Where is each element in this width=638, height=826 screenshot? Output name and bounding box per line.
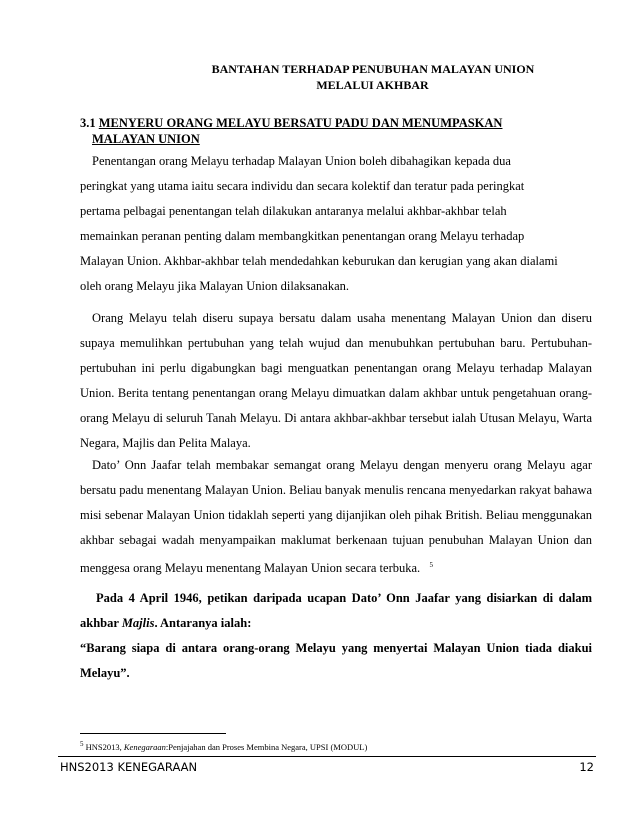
paragraph-2-line: Negara, Majlis dan Pelita Malaya. [80,436,251,450]
quote-line-1: “Barang siapa di antara orang-orang Melayu yang menyertai Malayan Union tiada diakui [80,641,592,655]
paragraph-2-line: orang Melayu di seluruh Tanah Melayu. Di antara akhbar-akhbar tersebut ialah Utusan Melayu, Warta [80,411,592,425]
paragraph-3-line: akhbar sebagai wadah menyampaikan maklumat berkenaan tujuan penubuhan Malayan Union dan [80,533,592,547]
paragraph-3 [80,453,592,578]
paragraph-3-last-text: menggesa orang Melayu menentang Malayan Union secara terbuka. [80,561,421,576]
paragraph-1-line: peringkat yang utama iaitu secara individu dan secara kolektif dan teratur pada peringkat [80,179,525,193]
paragraph-2-line: supaya memulihkan pertubuhan yang telah wujud dan menubuhkan pertubuhan baru. Pertubuhan- [80,336,592,350]
title-line-1: BANTAHAN TERHADAP PENUBUHAN MALAYAN UNION [211,62,535,76]
paragraph-1-line: Penentangan orang Melayu terhadap Malayan Union boleh dibahagikan kepada dua [92,154,511,168]
paragraph-2-line: pertubuhan ini perlu digabungkan bagi menguatkan penentangan orang Melayu terhadap Malayan [80,361,592,375]
newspaper-name: Majlis [121,616,155,630]
quote-line-2: Melayu”. [80,666,130,680]
section-number: 3.1 [80,116,96,130]
section-heading-line-1: MENYERU ORANG MELAYU BERSATU PADU DAN MENUMPASKAN [98,116,503,130]
footnote [80,740,367,752]
footnote-divider [80,733,226,734]
paragraph-1-line: oleh orang Melayu jika Malayan Union dilaksanakan. [80,279,350,293]
paragraph-1-line: Malayan Union. Akhbar-akhbar telah mendedahkan keburukan dan kerugian yang akan dialami [80,254,558,268]
paragraph-2-line: Orang Melayu telah diseru supaya bersatu dalam usaha menentang Malayan Union dan diseru [92,311,592,325]
footnote-reference: 5 [429,561,434,569]
title-line-2: MELALUI AKHBAR [316,78,429,92]
section-heading-line-2: MALAYAN UNION [92,132,200,146]
footnote-text-italic: Kenegaraan [123,741,166,752]
paragraph-2-line: Union. Berita tentang penentangan orang Melayu dimuatkan dalam akhbar untuk pengetahuan orang- [80,386,592,400]
paragraph-1-line: memainkan peranan penting dalam membangkitkan penentangan orang Melayu terhadap [80,229,525,243]
section-heading [80,115,560,147]
footnote-mark: 5 [80,740,84,748]
paragraph-3-line: misi sebenar Malayan Union tidaklah seperti yang dijanjikan oleh pihak British. Beliau menggunakan [80,508,592,522]
paragraph-1-line: pertama pelbagai penentangan telah dilakukan antaranya melalui akhbar-akhbar telah [80,204,507,218]
paragraph-1 [80,149,592,299]
paragraph-2 [80,306,592,456]
footer-divider [58,756,596,757]
footnote-text-a: HNS2013, [83,741,124,752]
paragraph-4-text-a: akhbar [80,616,122,630]
paragraph-3-line: bersatu padu menentang Malayan Union. Beliau banyak menulis rencana menyedarkan rakyat bahawa [80,483,592,497]
page-title [0,61,638,93]
paragraph-3-line: Dato’ Onn Jaafar telah membakar semangat orang Melayu dengan menyeru orang Melayu agar [92,458,592,472]
paragraph-4-text-b: . Antaranya ialah: [154,616,252,630]
paragraph-4-line-2 [80,611,592,636]
paragraph-3-line [80,553,592,578]
paragraph-4-line-1: Pada 4 April 1946, petikan daripada ucapan Dato’ Onn Jaafar yang disiarkan di dalam [96,591,592,605]
page-number: 12 [579,760,594,774]
footnote-text-b: :Penjajahan dan Proses Membina Negara, UPSI (MODUL) [165,741,368,752]
paragraph-4 [80,586,592,686]
footer-course-title: HNS2013 KENEGARAAN [60,760,198,774]
